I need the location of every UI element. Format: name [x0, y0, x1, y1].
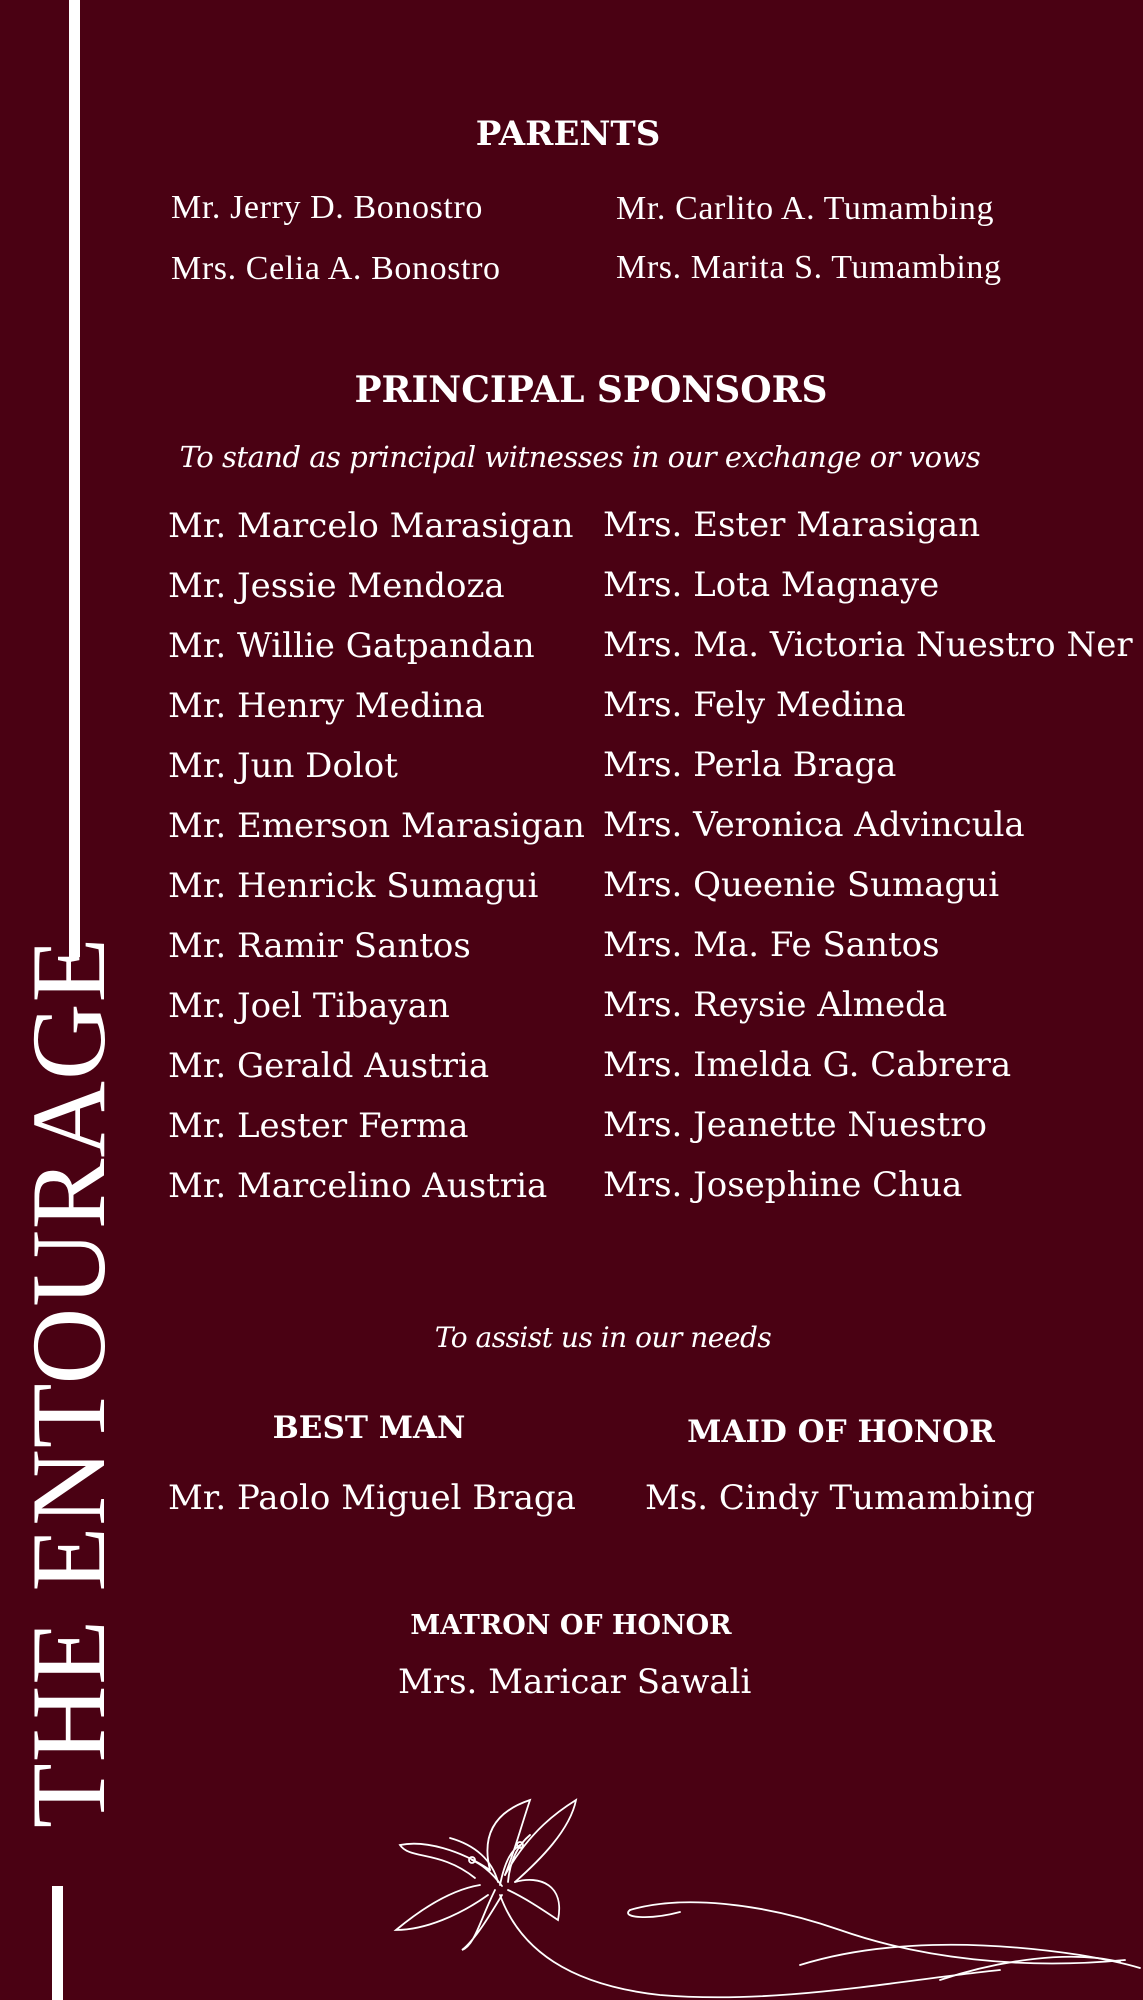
sponsor-woman-name: Mrs. Veronica Advincula — [603, 805, 1025, 845]
sponsor-man-name: Mr. Lester Ferma — [168, 1106, 469, 1146]
sponsor-woman-name: Mrs. Ma. Victoria Nuestro Ner — [603, 625, 1133, 665]
sponsor-woman-name: Mrs. Perla Braga — [603, 745, 897, 785]
matron-of-honor-heading: MATRON OF HONOR — [410, 1610, 732, 1641]
principal-sponsors-men-list — [168, 506, 585, 1226]
sponsor-man-name: Mr. Jessie Mendoza — [168, 566, 505, 606]
sponsor-woman-name: Mrs. Reysie Almeda — [603, 985, 948, 1025]
sponsor-man-name: Mr. Joel Tibayan — [168, 986, 450, 1026]
groom-father-name: Mr. Jerry D. Bonostro — [171, 189, 483, 226]
sponsor-man-name: Mr. Jun Dolot — [168, 746, 398, 786]
maid-of-honor-name: Ms. Cindy Tumambing — [645, 1478, 1036, 1518]
best-man-heading: BEST MAN — [272, 1410, 466, 1446]
sponsor-woman-name: Mrs. Fely Medina — [603, 685, 906, 725]
principal-sponsors-tagline: To stand as principal witnesses in our exchange or vows — [179, 440, 981, 474]
vertical-rule-bottom — [52, 1886, 63, 2000]
sponsor-man-name: Mr. Willie Gatpandan — [168, 626, 535, 666]
bride-mother-name: Mrs. Marita S. Tumambing — [616, 249, 1002, 286]
sponsor-man-name: Mr. Marcelino Austria — [168, 1166, 548, 1206]
groom-mother-name: Mrs. Celia A. Bonostro — [171, 250, 501, 287]
sponsor-man-name: Mr. Gerald Austria — [168, 1046, 490, 1086]
vertical-rule-top — [69, 0, 80, 957]
sponsor-woman-name: Mrs. Ester Marasigan — [603, 505, 981, 545]
sponsor-woman-name: Mrs. Queenie Sumagui — [603, 865, 1000, 905]
maid-of-honor-heading: MAID OF HONOR — [687, 1414, 995, 1450]
side-title: THE ENTOURAGE — [10, 936, 127, 1828]
lily-line-art-icon — [380, 1790, 1143, 2000]
matron-of-honor-name: Mrs. Maricar Sawali — [398, 1662, 752, 1702]
sponsor-man-name: Mr. Marcelo Marasigan — [168, 506, 574, 546]
bride-father-name: Mr. Carlito A. Tumambing — [616, 190, 995, 227]
parents-heading: PARENTS — [475, 114, 661, 154]
sponsor-woman-name: Mrs. Jeanette Nuestro — [603, 1105, 988, 1145]
sponsor-man-name: Mr. Ramir Santos — [168, 926, 471, 966]
sponsor-man-name: Mr. Henry Medina — [168, 686, 485, 726]
principal-sponsors-women-list — [603, 505, 1133, 1225]
best-man-name: Mr. Paolo Miguel Braga — [168, 1478, 576, 1518]
principal-sponsors-heading: PRINCIPAL SPONSORS — [354, 369, 828, 411]
assist-tagline: To assist us in our needs — [434, 1321, 772, 1354]
sponsor-man-name: Mr. Henrick Sumagui — [168, 866, 539, 906]
sponsor-woman-name: Mrs. Lota Magnaye — [603, 565, 940, 605]
sponsor-woman-name: Mrs. Imelda G. Cabrera — [603, 1045, 1012, 1085]
sponsor-woman-name: Mrs. Ma. Fe Santos — [603, 925, 940, 965]
sponsor-man-name: Mr. Emerson Marasigan — [168, 806, 585, 846]
sponsor-woman-name: Mrs. Josephine Chua — [603, 1165, 963, 1205]
